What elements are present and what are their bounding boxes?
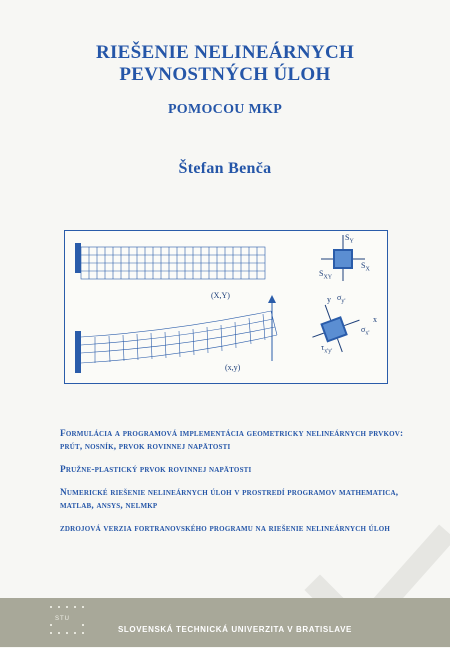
straight-beam-mesh: [81, 247, 265, 279]
lower-wall-support: [75, 331, 81, 373]
label-tau-xy: $\tau_{x'y'}$: [321, 343, 333, 355]
footer-band: [0, 598, 450, 647]
label-sy: $S_Y$: [345, 233, 354, 245]
feature-item: Numerické riešenie nelineárnych úloh v prostredí programov mathematica, matlab, ansys, nelmkp: [60, 488, 399, 511]
author: Štefan Benča: [178, 160, 272, 177]
fem-figure: [64, 230, 388, 384]
stress-element-lower: [304, 296, 368, 360]
label-xy: (x,y): [225, 363, 241, 372]
subtitle: POMOCOU MKP: [167, 102, 283, 117]
feature-item: Pružne-plastický prvok rovinnej napätosti: [60, 465, 252, 475]
publisher-name: SLOVENSKÁ TECHNICKÁ UNIVERZITA V BRATISLAVE: [118, 625, 352, 634]
label-x-axis: x: [373, 315, 377, 324]
fem-drawing: [65, 231, 387, 383]
label-y-axis: y: [327, 295, 331, 304]
title-line-2: PEVNOSTNÝCH ÚLOH: [119, 64, 331, 85]
label-XY: (X,Y): [211, 291, 230, 300]
feature-item: zdrojová verzia fortranovského programu na riešenie nelineárnych úloh: [60, 524, 391, 534]
label-sxy: $S_{XY}$: [319, 269, 333, 281]
label-sigma-y: $\sigma_{y'}$: [337, 293, 346, 305]
label-sx: $S_X$: [361, 261, 370, 273]
title-line-1: RIEŠENIE NELINEÁRNYCH: [95, 42, 355, 63]
upper-wall-support: [75, 243, 81, 273]
feature-item: Formulácia a programová implementácia geometricky nelineárnych prvkov: prút, nosník, prvok rovinnej napätosti: [60, 429, 404, 452]
label-sigma-x: $\sigma_{x'}$: [361, 325, 370, 337]
stu-logo-text: STU: [55, 616, 70, 622]
deformed-beam-mesh: [81, 311, 277, 363]
